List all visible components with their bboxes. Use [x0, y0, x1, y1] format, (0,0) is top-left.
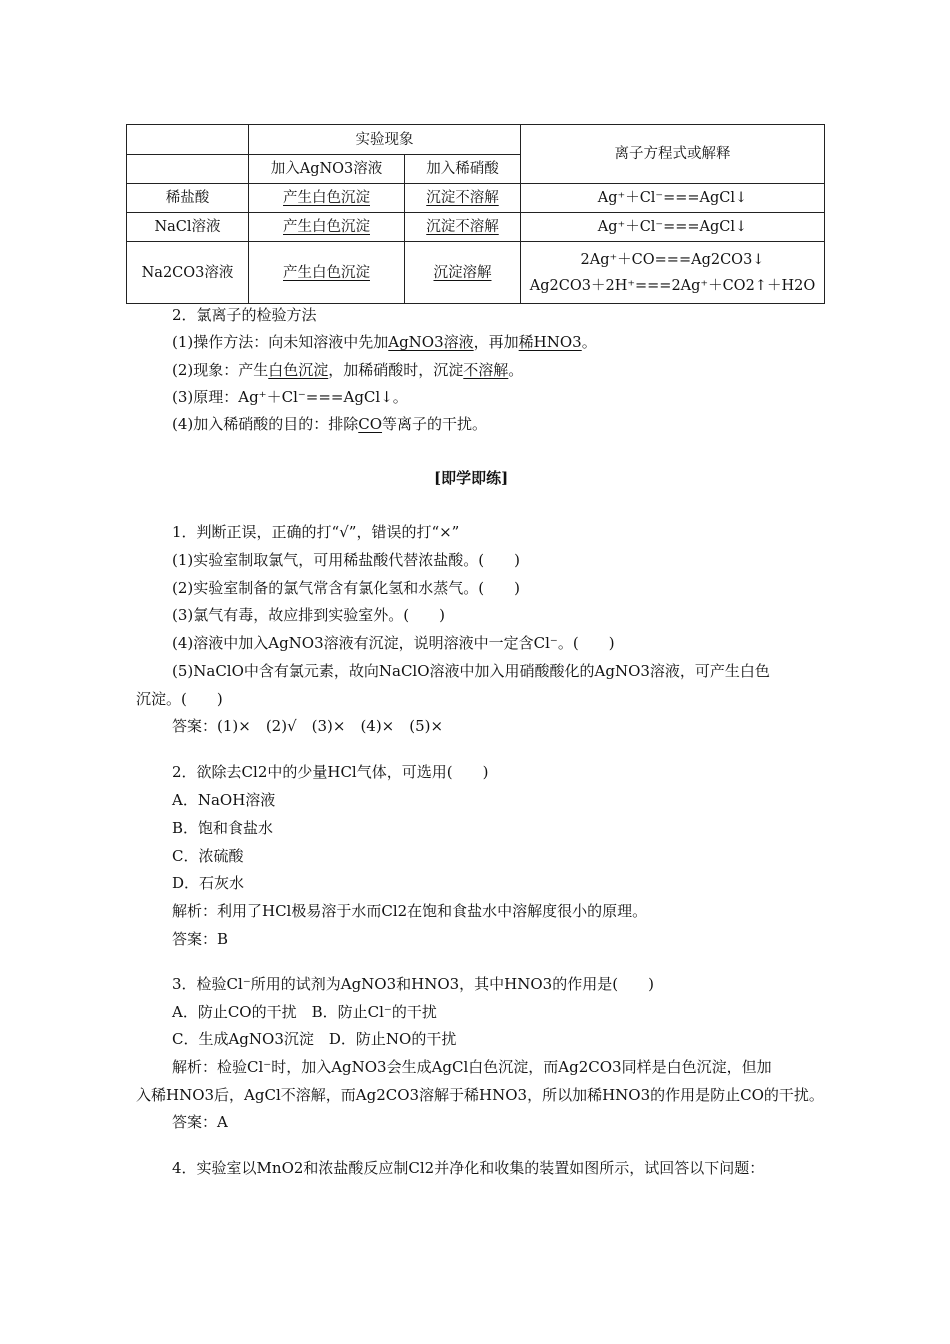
option-d: D．石灰水 — [172, 874, 245, 892]
question-3-answer: 答案：A — [172, 1113, 228, 1131]
question-3-stem: 3．检验Cl⁻所用的试剂为AgNO3和HNO3，其中HNO3的作用是( ) — [172, 975, 654, 993]
practice-heading: [即学即练] — [434, 469, 509, 487]
agno3-result-cell: 产生白色沉淀 — [249, 213, 405, 242]
text: ，加稀硝酸时，沉淀 — [328, 361, 464, 379]
table-row — [127, 213, 825, 242]
text: 。 — [508, 361, 524, 379]
table-corner-cell — [127, 125, 249, 155]
text: 等离子的干扰。 — [382, 415, 488, 433]
blank-answer: 不溶解 — [463, 361, 509, 379]
question-3-analysis-cont: 入稀HNO3后，AgCl不溶解，而Ag2CO3溶解于稀HNO3，所以加稀HNO3的作用是防止CO的干扰。 — [136, 1086, 824, 1104]
agno3-result-cell: 产生白色沉淀 — [249, 184, 405, 213]
section-title: 2．氯离子的检验方法 — [172, 306, 317, 324]
table-row — [127, 242, 825, 304]
text: (4)加入稀硝酸的目的：排除 — [172, 415, 359, 433]
question-1-answer: 答案：(1)× (2)√ (3)× (4)× (5)× — [172, 717, 444, 735]
question-2-analysis: 解析：利用了HCl极易溶于水而Cl2在饱和食盐水中溶解度很小的原理。 — [172, 902, 648, 920]
equation-line-2: Ag2CO3＋2H⁺===2Ag⁺＋CO2↑＋H2O — [529, 277, 816, 294]
agno3-result-cell: 产生白色沉淀 — [249, 242, 405, 304]
phenomenon-line — [172, 360, 523, 380]
text: (1)操作方法：向未知溶液中先加 — [172, 333, 389, 351]
header-equation: 离子方程式或解释 — [521, 125, 825, 184]
question-1-item-cont: 沉淀。( ) — [136, 690, 223, 708]
reagent-cell: Na2CO3溶液 — [127, 242, 249, 304]
text: ，再加 — [473, 333, 519, 351]
equation-cell: Ag⁺＋Cl⁻===AgCl↓ — [521, 213, 825, 242]
options-ab: A．防止CO的干扰 B．防止Cl⁻的干扰 — [172, 1003, 437, 1021]
question-4-stem: 4．实验室以MnO2和浓盐酸反应制Cl2并净化和收集的装置如图所示，试回答以下问题： — [172, 1159, 765, 1177]
equation-cell: Ag⁺＋Cl⁻===AgCl↓ — [521, 184, 825, 213]
question-1-item: (1)实验室制取氯气，可用稀盐酸代替浓盐酸。( ) — [172, 551, 520, 569]
purpose-line — [172, 414, 487, 434]
reagent-cell: 稀盐酸 — [127, 184, 249, 213]
table-blank-cell — [127, 155, 249, 184]
question-1-stem: 1．判断正误，正确的打“√”，错误的打“×” — [172, 523, 460, 541]
question-1-item: (2)实验室制备的氯气常含有氯化氢和水蒸气。( ) — [172, 579, 520, 597]
question-2-answer: 答案：B — [172, 930, 229, 948]
option-a: A．NaOH溶液 — [172, 791, 276, 809]
equation-cell — [521, 242, 825, 304]
principle-line: (3)原理：Ag⁺＋Cl⁻===AgCl↓。 — [172, 388, 408, 406]
question-2-stem: 2．欲除去Cl2中的少量HCl气体，可选用( ) — [172, 763, 489, 781]
blank-answer: 稀HNO3 — [518, 333, 582, 351]
options-cd: C．生成AgNO3沉淀 D．防止NO的干扰 — [172, 1030, 457, 1048]
header-add-hno3: 加入稀硝酸 — [405, 155, 521, 184]
hno3-result-cell: 沉淀不溶解 — [405, 213, 521, 242]
blank-answer: 白色沉淀 — [268, 361, 329, 379]
question-3-analysis: 解析：检验Cl⁻时，加入AgNO3会生成AgCl白色沉淀，而Ag2CO3同样是白色沉淀，但加 — [172, 1058, 772, 1076]
header-phenomenon: 实验现象 — [249, 125, 521, 155]
question-1-item: (3)氯气有毒，故应排到实验室外。( ) — [172, 606, 445, 624]
option-c: C．浓硫酸 — [172, 847, 244, 865]
method-line — [172, 332, 597, 352]
blank-answer: AgNO3溶液 — [388, 333, 474, 351]
hno3-result-cell: 沉淀溶解 — [405, 242, 521, 304]
hno3-result-cell: 沉淀不溶解 — [405, 184, 521, 213]
text: 。 — [581, 333, 597, 351]
header-add-agno3: 加入AgNO3溶液 — [249, 155, 405, 184]
blank-answer: CO — [358, 415, 383, 433]
question-1-item: (4)溶液中加入AgNO3溶液有沉淀，说明溶液中一定含Cl⁻。( ) — [172, 634, 615, 652]
reagent-cell: NaCl溶液 — [127, 213, 249, 242]
option-b: B．饱和食盐水 — [172, 819, 274, 837]
equation-line-1: 2Ag⁺＋CO===Ag2CO3↓ — [580, 251, 765, 268]
question-1-item: (5)NaClO中含有氯元素，故向NaClO溶液中加入用硝酸酸化的AgNO3溶液，可产生白色 — [172, 662, 770, 680]
experiment-table — [126, 124, 825, 304]
table-row — [127, 184, 825, 213]
text: (2)现象：产生 — [172, 361, 269, 379]
